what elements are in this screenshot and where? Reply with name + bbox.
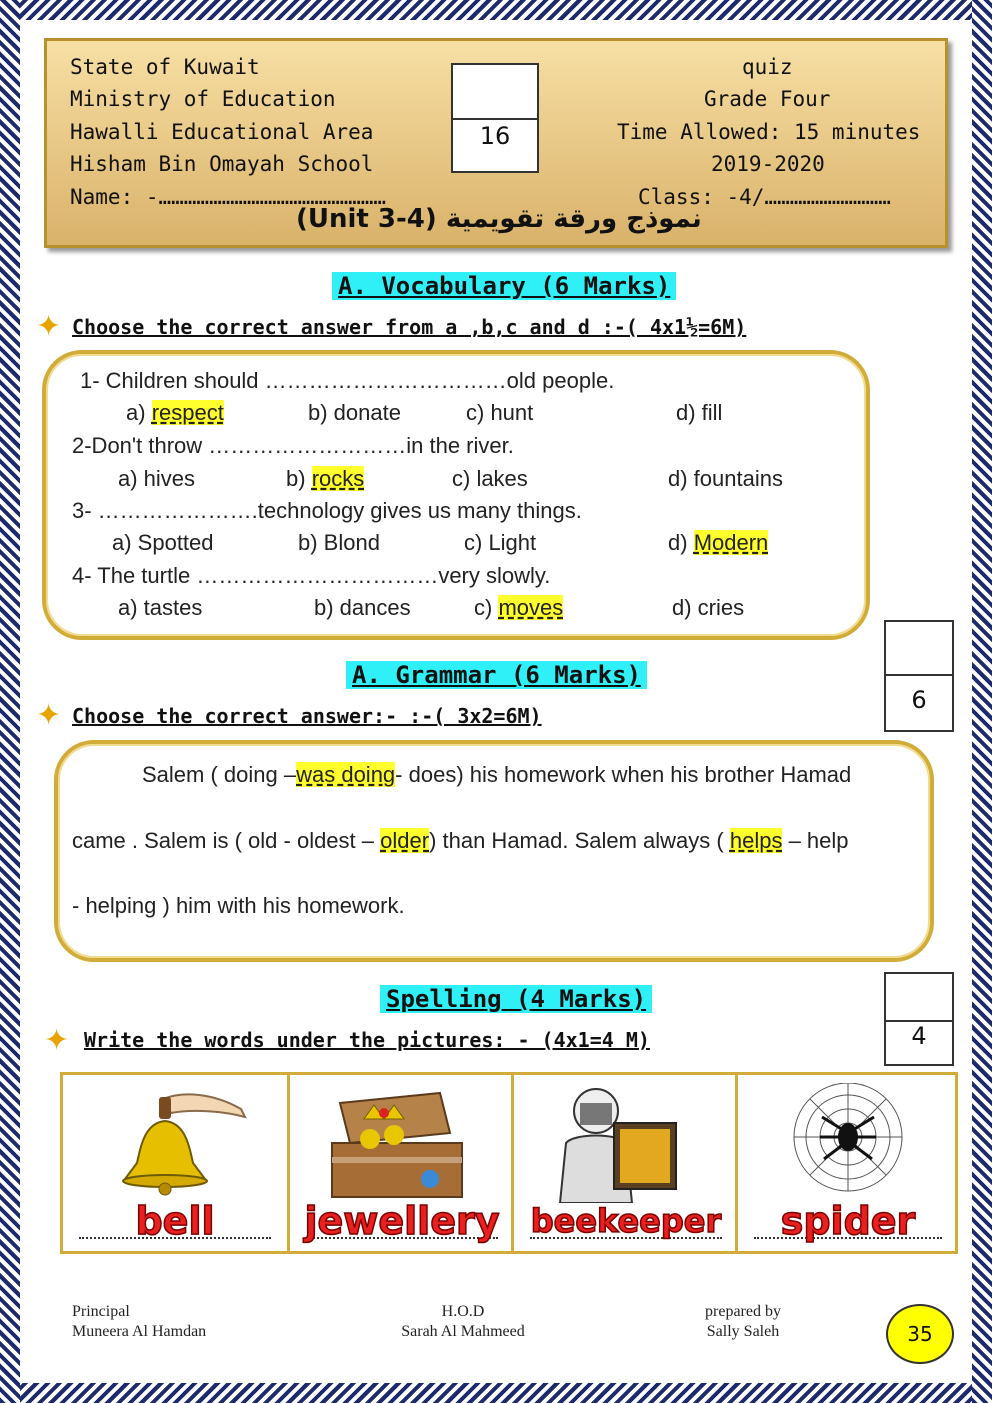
- grammar-instruction: Choose the correct answer:- :-( 3x2=6M): [72, 704, 542, 728]
- state-label: State of Kuwait: [70, 55, 260, 79]
- answer-spider: spider: [780, 1199, 916, 1243]
- star-icon: ✦: [44, 1023, 70, 1058]
- ministry-label: Ministry of Education: [70, 87, 336, 111]
- picture-table: [60, 1072, 958, 1254]
- unit-title: نموذج ورقة تقويمية (Unit 3-4): [296, 204, 702, 234]
- star-icon: ✦: [36, 309, 62, 344]
- spelling-title: Spelling (4 Marks): [380, 985, 652, 1013]
- grammar-mark-box: [884, 972, 954, 1066]
- grammar-line-3: - helping ) him with his homework.: [72, 893, 405, 918]
- page-border-bottom: [0, 1383, 992, 1403]
- picture-cell-beekeeper: [511, 1075, 738, 1251]
- answer-beekeeper: beekeeper: [530, 1202, 722, 1240]
- grade-label: Grade Four: [704, 87, 831, 111]
- principal-signature: Principal Muneera Al Hamdan: [72, 1303, 207, 1340]
- spider-icon: [738, 1083, 958, 1203]
- preparer-signature: prepared by Sally Saleh: [705, 1303, 781, 1340]
- vocabulary-mark: 6: [911, 686, 927, 714]
- school-label: Hisham Bin Omayah School: [70, 152, 374, 176]
- class-field: Class: -4/…………………………: [638, 185, 891, 209]
- page-border-top: [0, 0, 992, 20]
- page-number-badge: 35: [886, 1304, 954, 1364]
- beekeeper-icon: [514, 1083, 738, 1203]
- question-3: 3- ………………….technology gives us many things.: [72, 498, 582, 523]
- grammar-line-1: Salem ( doing –was doing- does) his homework when his brother Hamad: [142, 762, 852, 787]
- q2-option-d: d) fountains: [668, 466, 783, 491]
- q3-option-d: d) Modern: [668, 530, 769, 555]
- spelling-instruction: Write the words under the pictures: - (4x1=4 M): [84, 1028, 650, 1052]
- vocabulary-title: A. Vocabulary (6 Marks): [332, 272, 676, 300]
- q1-option-a: a) respect: [126, 400, 224, 425]
- question-2: 2-Don't throw ………………………in the river.: [72, 433, 514, 458]
- q2-option-a: a) hives: [118, 466, 196, 491]
- grammar-title: A. Grammar (6 Marks): [346, 661, 647, 689]
- q4-option-c: c) moves: [474, 595, 564, 620]
- grammar-line-2: came . Salem is ( old - oldest – older) than Hamad. Salem always ( helps – help: [72, 828, 849, 853]
- name-field: Name: -………………………………………………: [70, 185, 387, 209]
- q2-option-c: c) lakes: [452, 466, 528, 491]
- time-label: Time Allowed: 15 minutes: [617, 120, 921, 144]
- q4-option-d: d) cries: [672, 595, 745, 620]
- question-4: 4- The turtle ……………………………very slowly.: [72, 563, 551, 588]
- star-icon: ✦: [36, 698, 62, 733]
- vocabulary-instruction: Choose the correct answer from a ,b,c and d :-( 4x1½=6M): [72, 315, 747, 339]
- picture-cell-spider: [735, 1075, 958, 1251]
- picture-cell-bell: [63, 1075, 287, 1251]
- grammar-mark: 4: [911, 1022, 927, 1050]
- q1-option-b: b) donate: [308, 400, 401, 425]
- q4-option-b: b) dances: [314, 595, 411, 620]
- answer-jewellery: jewellery: [304, 1199, 500, 1243]
- page-border-left: [0, 0, 20, 1403]
- q1-option-c: c) hunt: [466, 400, 534, 425]
- q3-option-b: b) Blond: [298, 530, 380, 555]
- area-label: Hawalli Educational Area: [70, 120, 374, 144]
- answer-bell: bell: [135, 1199, 215, 1243]
- bell-icon: [63, 1083, 287, 1203]
- page-border-right: [972, 0, 992, 1403]
- treasure-chest-icon: [290, 1083, 514, 1203]
- q4-option-a: a) tastes: [118, 595, 203, 620]
- q3-option-a: a) Spotted: [112, 530, 214, 555]
- quiz-label: quiz: [742, 55, 793, 79]
- q2-option-b: b) rocks: [286, 466, 365, 491]
- total-score: 16: [479, 122, 511, 150]
- q3-option-c: c) Light: [464, 530, 537, 555]
- hod-signature: H.O.D Sarah Al Mahmeed: [401, 1303, 525, 1340]
- total-score-box: [451, 63, 539, 173]
- picture-cell-jewellery: [287, 1075, 514, 1251]
- vocabulary-mark-box: [884, 620, 954, 732]
- q1-option-d: d) fill: [676, 400, 723, 425]
- question-1: 1- Children should ……………………………old people.: [80, 368, 615, 393]
- year-label: 2019-2020: [711, 152, 825, 176]
